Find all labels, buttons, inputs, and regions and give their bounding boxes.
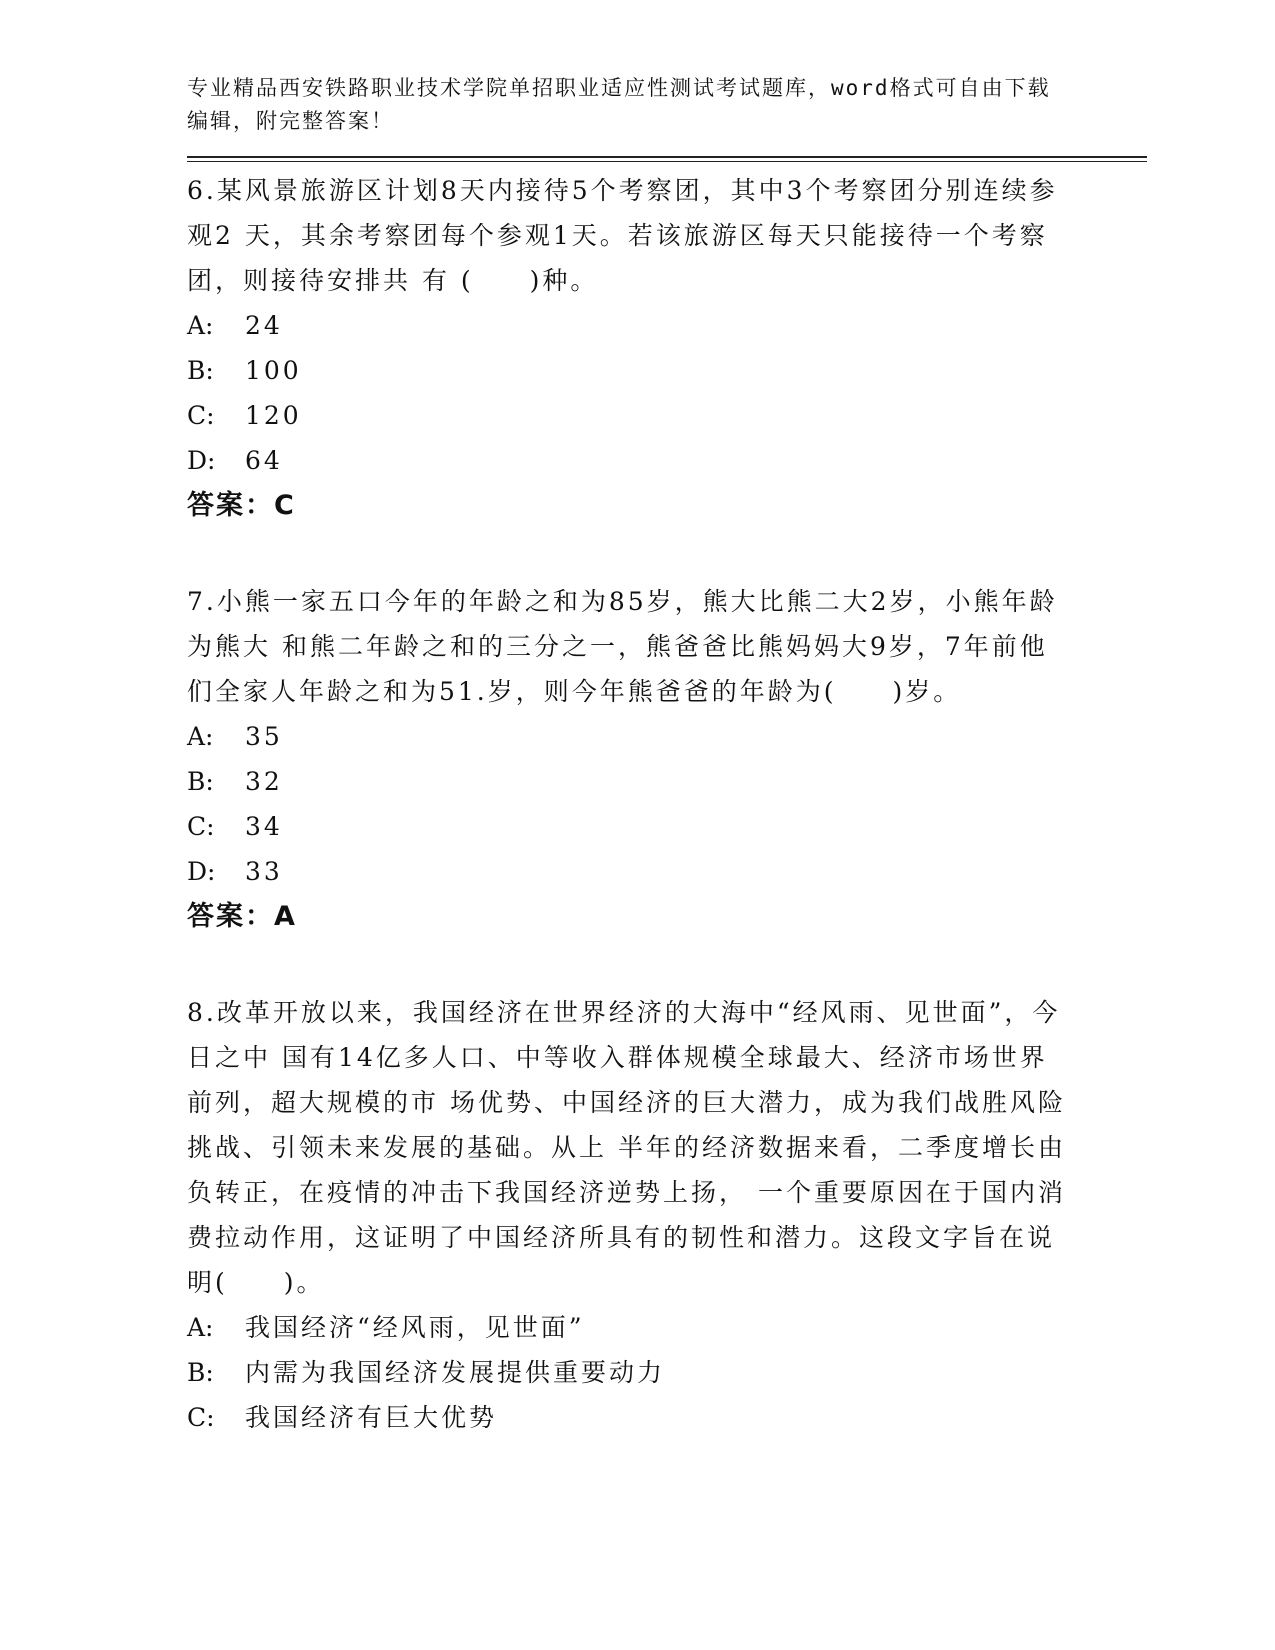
header-rule <box>187 156 1147 162</box>
option-a <box>187 303 1147 348</box>
question-8 <box>187 990 1147 1440</box>
option-text: 35 <box>245 722 283 751</box>
option-key: C: <box>187 1403 215 1432</box>
option-text: 24 <box>245 311 283 340</box>
option-d <box>187 438 1147 483</box>
answer-label: 答案：A <box>187 901 297 932</box>
option-text: 100 <box>245 356 302 385</box>
option-key: B: <box>187 1358 214 1387</box>
option-text: 32 <box>245 767 283 796</box>
question-7 <box>187 579 1147 940</box>
option-key: D: <box>187 446 216 475</box>
option-text: 内需为我国经济发展提供重要动力 <box>245 1358 666 1387</box>
option-key: C: <box>187 812 215 841</box>
spacer <box>187 529 1147 573</box>
option-b <box>187 759 1147 804</box>
option-text: 34 <box>245 812 283 841</box>
option-text: 我国经济有巨大优势 <box>245 1403 498 1432</box>
document-page <box>187 72 1147 1440</box>
option-key: C: <box>187 401 215 430</box>
option-text: 64 <box>245 446 283 475</box>
option-text: 我国经济“经风雨，见世面” <box>245 1313 585 1342</box>
option-key: A: <box>187 311 214 340</box>
spacer <box>187 940 1147 984</box>
option-a <box>187 714 1147 759</box>
option-c <box>187 804 1147 849</box>
option-text: 33 <box>245 857 283 886</box>
question-6 <box>187 168 1147 529</box>
option-key: A: <box>187 1313 214 1342</box>
question-stem: 6.某风景旅游区计划8天内接待5个考察团，其中3个考察团分别连续参观2 天，其余考察团每个参观1天。若该旅游区每天只能接待一个考察团，则接待安排共 有 ( )种。 <box>187 176 1058 295</box>
document-header: 专业精品西安铁路职业技术学院单招职业适应性测试考试题库，word格式可自由下载编辑，附完整答案！ <box>187 76 1051 133</box>
option-c <box>187 393 1147 438</box>
option-key: D: <box>187 857 216 886</box>
answer-label: 答案：C <box>187 490 296 521</box>
option-text: 120 <box>245 401 302 430</box>
option-key: B: <box>187 356 214 385</box>
option-b <box>187 1350 1147 1395</box>
question-stem: 7.小熊一家五口今年的年龄之和为85岁，熊大比熊二大2岁，小熊年龄为熊大 和熊二年龄之和的三分之一，熊爸爸比熊妈妈大9岁，7年前他们全家人年龄之和为51.岁，则今年熊爸爸的年龄为( )岁。 <box>187 587 1058 706</box>
option-a <box>187 1305 1147 1350</box>
option-c <box>187 1395 1147 1440</box>
option-b <box>187 348 1147 393</box>
option-d <box>187 849 1147 894</box>
question-stem: 8.改革开放以来，我国经济在世界经济的大海中“经风雨、见世面”，今日之中 国有14亿多人口、中等收入群体规模全球最大、经济市场世界前列，超大规模的市 场优势、中国经济的巨大潜力，成为我们战胜风险挑战、引领未来发展的基础。从上 半年的经济数据来看，二季度增长由负转正，在疫情的冲击下我国经济逆势上扬， 一个重要原因在于国内消费拉动作用，这证明了中国经济所具有的韧性和潜力。这段文字旨在说明( )。 <box>187 998 1066 1297</box>
option-key: A: <box>187 722 214 751</box>
option-key: B: <box>187 767 214 796</box>
